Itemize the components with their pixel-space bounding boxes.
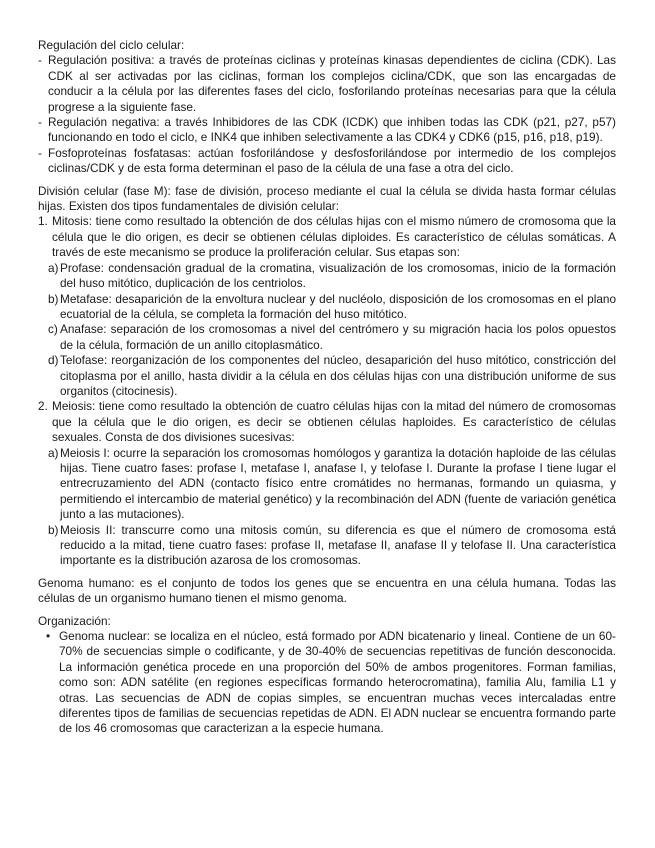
mitosis-stage-prophase [38,261,616,292]
list-item-text: Mitosis: tiene como resultado la obtención de dos células hijas con el mismo número de cromosoma que la célula que le dio origen, es decir se obtienen células diploides. Es característico de células somáticas. A través de este mecanismo se produce la proliferación celular. Sus etapas son: [52,214,616,260]
list-marker: c) [48,322,58,337]
meiosis-item [38,399,616,445]
list-marker: 1. [38,214,48,229]
regulation-section [38,38,616,177]
genome-definition: Genoma humano: es el conjunto de todos los genes que se encuentra en una célula humana. Todas las células de un organismo humano tienen el mismo genoma. [38,575,616,606]
list-marker: - [38,145,42,160]
list-marker: b) [48,522,59,537]
list-marker: - [38,53,42,68]
regulation-item-positive [38,53,616,115]
meiosis-stage-one [38,446,616,523]
regulation-item-negative [38,115,616,146]
organization-item-nuclear-genome [38,629,616,737]
organization-section [38,614,616,737]
list-item-text: Meiosis I: ocurre la separación los cromosomas homólogos y garantiza la dotación haploide de las células hijas. Tiene cuatro fases: profase I, metafase I, anafase I, y telofase I. Durante la profase I tiene lugar el entrecruzamiento del ADN (contacto físico entre cromátides no hermanas, formando un quiasma, y permitiendo el intercambio de material genético) y la recombinación del ADN (fuente de variación genética junto a las mutaciones). [60,445,616,522]
division-intro: División celular (fase M): fase de división, proceso mediante el cual la célula se divida hasta formar células hijas. Existen dos tipos fundamentales de división celular: [38,183,616,214]
list-marker: a) [48,445,59,460]
mitosis-stage-anaphase [38,322,616,353]
list-marker: a) [48,260,59,275]
list-item-text: Profase: condensación gradual de la cromatina, visualización de los cromosomas, inicio de la formación del huso mitótico, duplicación de los centriolos. [60,260,616,291]
list-item-text: Meiosis: tiene como resultado la obtención de cuatro células hijas con la mitad del número de cromosomas que la célula que le dio origen, es decir se obtienen células haploides. Es característico de células sexuales. Consta de dos divisiones sucesivas: [52,399,616,445]
genome-section [38,576,616,607]
document-page [38,38,616,737]
list-marker: - [38,115,42,130]
list-item-text: Telofase: reorganización de los componentes del núcleo, desaparición del huso mitótico, constricción del citoplasma por el anillo, hasta dividir a la célula en dos células hijas con una distribución uniforme de sus organitos (citocinesis). [60,353,616,398]
list-item-text: Genoma nuclear: se localiza en el núcleo, está formado por ADN bicatenario y lineal. Contiene de un 60-70% de secuencias simple o codificante, y de 30-40% de secuencias repetitivas de función desconocida. La información genética procede en una proporción del 50% de ambos progenitores. Forman familias, como son: ADN satélite (en regiones específicas formando heterocromatina), familia Alu, familia L1 y otras. Las secuencias de ADN de copias simples, se encuentran muchas veces intercaladas entre diferentes tipos de familias de secuencias repetidas de ADN. El ADN nuclear se encuentra formando parte de los 46 cromosomas que caracterizan a la especie humana. [59,629,616,736]
organization-heading: Organización: [38,613,111,628]
division-section [38,184,616,569]
list-item-text: Regulación positiva: a través de proteínas ciclinas y proteínas kinasas dependientes de ciclina (CDK). Las CDK al ser activadas por las ciclinas, forman los complejos ciclina/CDK, que son las encargadas de conducir a la célula por las diferentes fases del ciclo, fosforilando proteínas necesarias para que la célula progrese a la siguiente fase. [48,53,616,114]
meiosis-stage-two [38,523,616,569]
regulation-item-phosphatases [38,146,616,177]
mitosis-stage-telophase [38,353,616,399]
list-item-text: Regulación negativa: a través Inhibidores de las CDK (ICDK) que inhiben todas las CDK (p21, p27, p57) funcionando en todo el ciclo, e INK4 que inhiben selectivamente a las CDK4 y CDK6 (p15, p16, p18, p19). [48,115,616,145]
bullet-marker: • [46,629,51,644]
regulation-heading: Regulación del ciclo celular: [38,38,185,52]
list-item-text: Metafase: desaparición de la envoltura nuclear y del nucléolo, disposición de los cromosomas en el plano ecuatorial de la célula, se completa la formación del huso mitótico. [60,291,616,321]
list-item-text: Fosfoproteínas fosfatasas: actúan fosforilándose y desfosforilándose por intermedio de los complejos ciclinas/CDK y de esta forma determinan el paso de la célula de una fase a otra del ciclo. [48,145,616,176]
list-marker: 2. [38,399,48,414]
list-marker: d) [48,353,59,368]
mitosis-item [38,214,616,260]
mitosis-stage-metaphase [38,292,616,323]
list-marker: b) [48,291,59,306]
list-item-text: Meiosis II: transcurre como una mitosis común, su diferencia es que el número de cromosoma está reducido a la mitad, tiene cuatro fases: profase II, metafase II, anafase II y telofase II. Una característica importante es la distribución azarosa de los cromosomas. [60,522,616,568]
list-item-text: Anafase: separación de los cromosomas a nivel del centrómero y su migración hacia los polos opuestos de la célula, formación de un anillo citoplasmático. [60,322,616,352]
